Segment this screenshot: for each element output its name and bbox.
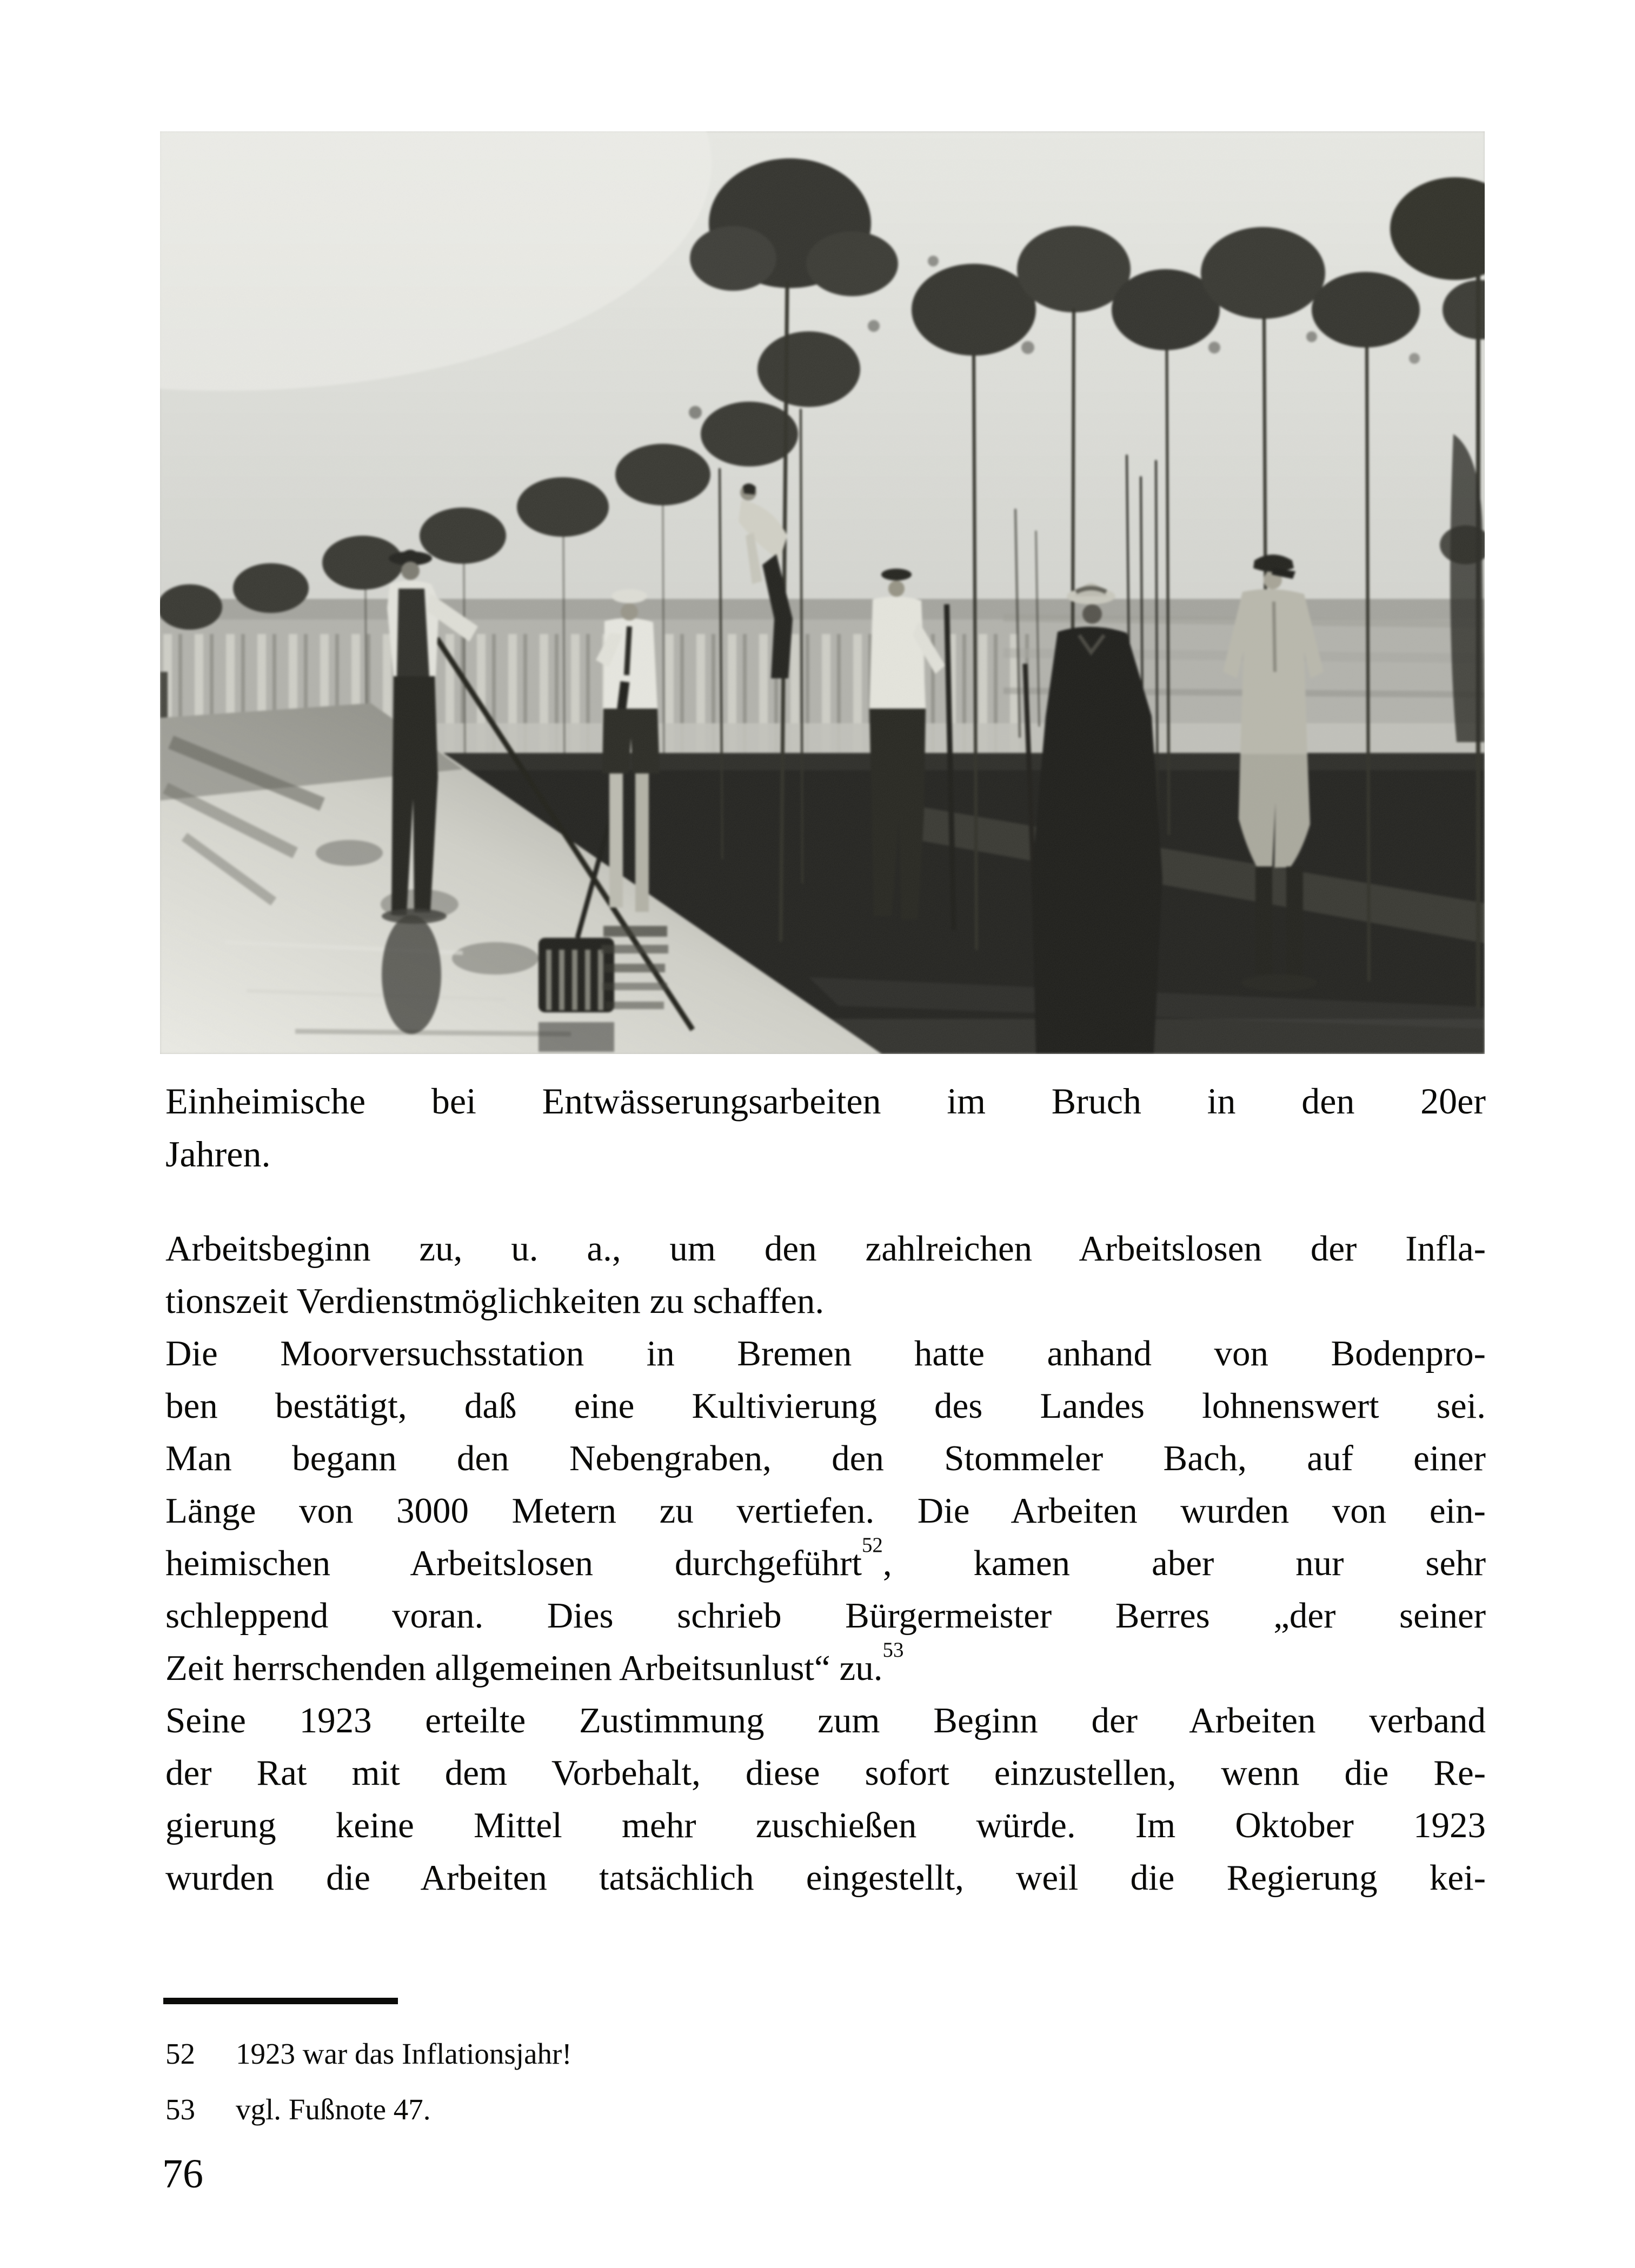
- body-line: Seine 1923 erteilte Zustimmung zum Beginn der Arbeiten verband: [165, 1700, 1486, 1740]
- footnote-53: [165, 2082, 1355, 2137]
- body-line: Man begann den Nebengraben, den Stommeler Bach, auf einer: [165, 1438, 1486, 1478]
- body-line: schleppend voran. Dies schrieb Bürgermeister Berres „der seiner: [165, 1596, 1486, 1636]
- body-line: Länge von 3000 Metern zu vertiefen. Die Arbeiten wurden von ein-: [165, 1491, 1486, 1531]
- body-text: [165, 1223, 1486, 1904]
- body-line-text: , kamen aber nur sehr: [882, 1543, 1486, 1583]
- body-line: Die Moorversuchsstation in Bremen hatte anhand von Bodenpro-: [165, 1333, 1486, 1373]
- footnote-ref-52: 52: [861, 1533, 883, 1557]
- body-line: wurden die Arbeiten tatsächlich eingestellt, weil die Regierung kei-: [165, 1858, 1486, 1898]
- body-line: gierung keine Mittel mehr zuschießen würde. Im Oktober 1923: [165, 1805, 1486, 1845]
- grain-overlay: [160, 131, 1485, 1054]
- body-line: [165, 1638, 1486, 1695]
- body-line: der Rat mit dem Vorbehalt, diese sofort einzustellen, wenn die Re-: [165, 1753, 1486, 1793]
- body-line: ben bestätigt, daß eine Kultivierung des Landes lohnenswert sei.: [165, 1386, 1486, 1426]
- footnote-number: 53: [165, 2093, 195, 2126]
- footnote-text: vgl. Fußnote 47.: [236, 2093, 431, 2126]
- footnote-ref-53: 53: [882, 1638, 904, 1662]
- body-line: [165, 1533, 1486, 1590]
- body-line: Arbeitsbeginn zu, u. a., um den zahlreichen Arbeitslosen der Infla-: [165, 1229, 1486, 1269]
- body-line-text: heimischen Arbeitslosen durchgeführt: [165, 1543, 862, 1583]
- body-line: tionszeit Verdienstmöglichkeiten zu schaffen.: [165, 1281, 825, 1321]
- footnote-rule: [163, 1998, 398, 2004]
- body-line-text: Zeit herrschenden allgemeinen Arbeitsunlust“ zu.: [165, 1648, 883, 1688]
- caption-line-2: Jahren.: [165, 1133, 271, 1175]
- page-number: 76: [162, 2151, 203, 2197]
- photograph: [160, 131, 1485, 1054]
- caption-line-1: Einheimische bei Entwässerungsarbeiten im Bruch in den 20er: [165, 1080, 1486, 1122]
- photo-caption: [165, 1075, 1486, 1180]
- footnote-52: [165, 2026, 1355, 2082]
- footnote-number: 52: [165, 2037, 195, 2070]
- footnotes: [165, 2026, 1355, 2137]
- footnote-text: 1923 war das Inflationsjahr!: [236, 2037, 572, 2070]
- photo-scene: [160, 131, 1485, 1054]
